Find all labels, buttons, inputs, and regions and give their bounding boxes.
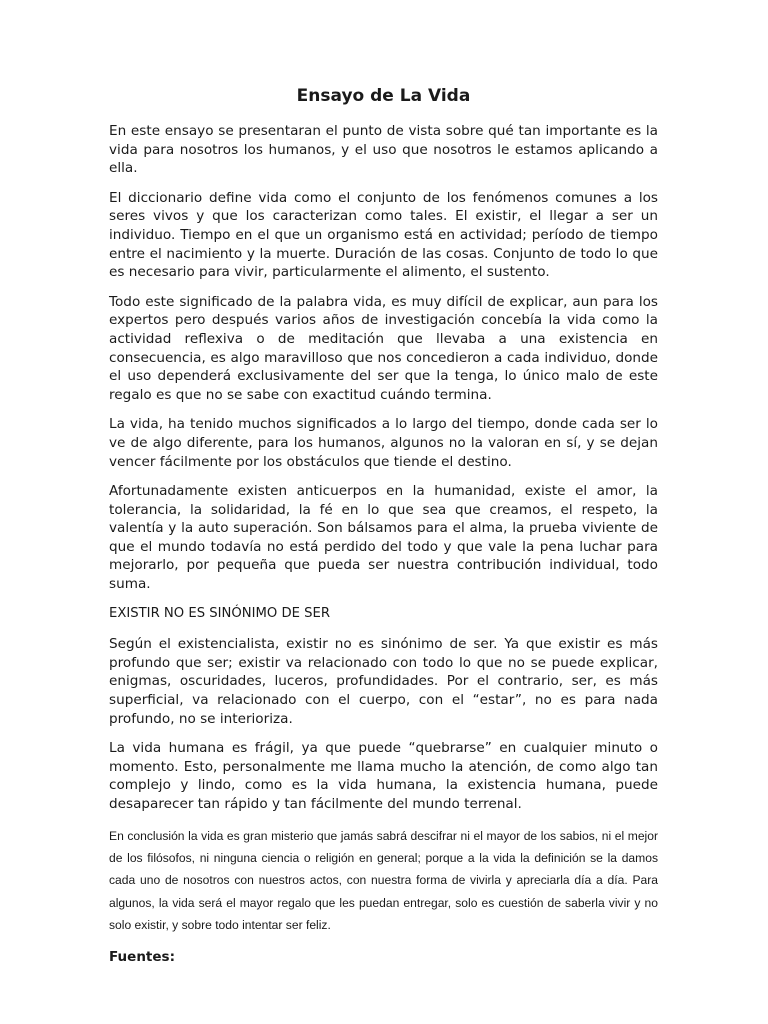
paragraph-intro: En este ensayo se presentaran el punto de vista sobre qué tan importante es la vida para nosotros los humanos, y el uso que nosotros le estamos aplicando a ella. — [109, 123, 658, 177]
paragraph-conclusion: En conclusión la vida es gran misterio que jamás sabrá descifrar ni el mayor de los sabios, ni el mejor de los filósofos, ni ninguna ciencia o religión en general; porque a la vida la definición se la damos cada uno de nosotros con nuestros actos, con nuestra forma de vivirla y apreciarla día a día. Para algunos, la vida será el mayor regalo que les puedan entregar, solo es cuestión de saberla vivir y no solo existir, y sobre todo intentar ser feliz. — [109, 828, 658, 933]
paragraph-antibodies: Afortunadamente existen anticuerpos en la humanidad, existe el amor, la tolerancia, la solidaridad, la fé en lo que sea que creamos, el respeto, la valentía y la auto superación. Son bálsamos para el alma, la prueba viviente de que el mundo todavía no está perdido del todo y que vale la pena luchar para mejorarlo, por pequeña que pueda ser nuestra contribución individual, todo suma. — [109, 483, 658, 593]
document-page — [109, 84, 658, 967]
paragraph-existentialism: Según el existencialista, existir no es sinónimo de ser. Ya que existir es más profundo que ser; existir va relacionado con todo lo que no se puede explicar, enigmas, oscuridades, luceros, profundidades. Por el contrario, ser, es más superficial, va relacionado con el cuerpo, con el “estar”, no es para nada profundo, no se interioriza. — [109, 636, 658, 727]
document-title: Ensayo de La Vida — [296, 86, 471, 106]
sources-heading: Fuentes: — [109, 948, 175, 965]
section-heading: EXISTIR NO ES SINÓNIMO DE SER — [109, 605, 331, 621]
paragraph-fragility: La vida humana es frágil, ya que puede “quebrarse” en cualquier minuto o momento. Esto, personalmente me llama mucho la atención, de como algo tan complejo y lindo, como es la vida humana, la existencia humana, puede desaparecer tan rápido y tan fácilmente del mundo terrenal. — [109, 740, 658, 812]
paragraph-meaning: Todo este significado de la palabra vida, es muy difícil de explicar, aun para los expertos pero después varios años de investigación concebía la vida como la actividad reflexiva o de meditación que llevaba a una existencia en consecuencia, es algo maravilloso que nos concedieron a cada individuo, donde el uso dependerá exclusivamente del ser que la tenga, lo único malo de este regalo es que no se sabe con exactitud cuándo termina. — [109, 293, 658, 403]
paragraph-definition: El diccionario define vida como el conjunto de los fenómenos comunes a los seres vivos y que los caracterizan como tales. El existir, el llegar a ser un individuo. Tiempo en el que un organismo está en actividad; período de tiempo entre el nacimiento y la muerte. Duración de las cosas. Conjunto de todo lo que es necesario para vivir, particularmente el alimento, el sustento. — [109, 189, 658, 281]
paragraph-significance: La vida, ha tenido muchos significados a lo largo del tiempo, donde cada ser lo ve de algo diferente, para los humanos, algunos no la valoran en sí, y se dejan vencer fácilmente por los obstáculos que tiende el destino. — [109, 416, 658, 470]
